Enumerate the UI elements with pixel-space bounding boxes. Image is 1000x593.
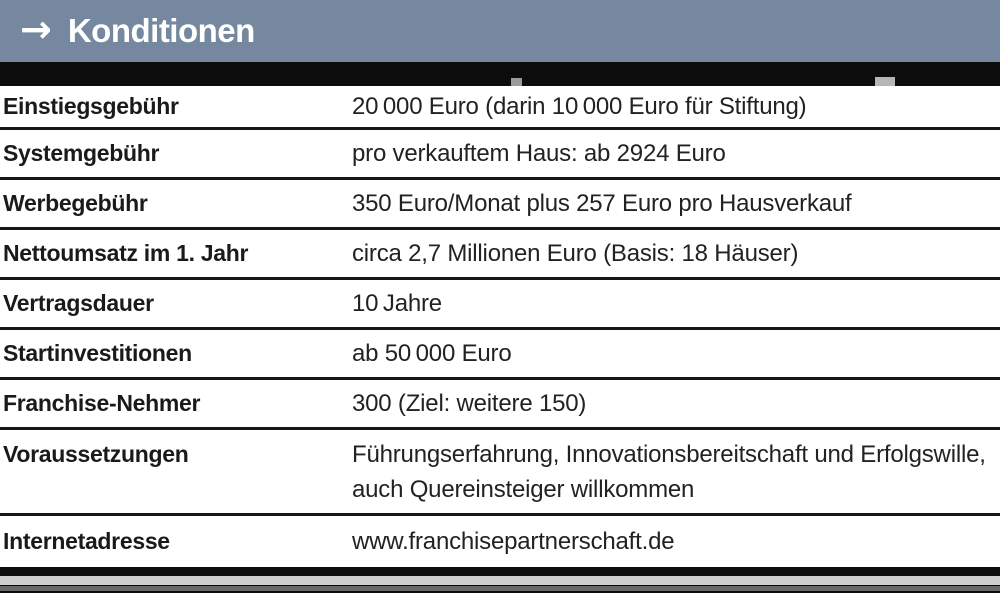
row-label: Vertragsdauer bbox=[3, 290, 154, 316]
row-label: Nettoumsatz im 1. Jahr bbox=[3, 240, 249, 266]
bottom-dark-bar bbox=[0, 585, 1000, 593]
print-artifact-notch bbox=[511, 78, 522, 86]
row-label: Voraussetzungen bbox=[3, 441, 189, 467]
table-row bbox=[0, 380, 1000, 430]
bottom-lightgray-bar bbox=[0, 576, 1000, 585]
conditions-table bbox=[0, 86, 1000, 567]
row-value: ab 50 000 Euro bbox=[352, 340, 512, 367]
table-row bbox=[0, 330, 1000, 380]
table-row bbox=[0, 86, 1000, 130]
row-value: 20 000 Euro (darin 10 000 Euro für Stiftung) bbox=[352, 93, 807, 120]
row-value: circa 2,7 Millionen Euro (Basis: 18 Häuser) bbox=[352, 240, 799, 267]
table-row bbox=[0, 130, 1000, 180]
row-value: 350 Euro/Monat plus 257 Euro pro Hausverkauf bbox=[352, 190, 852, 217]
row-label: Startinvestitionen bbox=[3, 340, 192, 366]
row-label: Internetadresse bbox=[3, 528, 170, 554]
panel-header bbox=[0, 0, 1000, 62]
arrow-right-icon: → bbox=[20, 7, 52, 51]
bottom-black-bar bbox=[0, 567, 1000, 576]
table-row bbox=[0, 230, 1000, 280]
print-artifact-notch bbox=[875, 77, 895, 86]
row-label: Einstiegsgebühr bbox=[3, 93, 179, 119]
page-title: Konditionen bbox=[67, 12, 255, 49]
row-value: www.franchisepartnerschaft.de bbox=[352, 528, 675, 555]
table-row bbox=[0, 516, 1000, 567]
table-row bbox=[0, 280, 1000, 330]
table-row bbox=[0, 430, 1000, 516]
row-label: Systemgebühr bbox=[3, 140, 160, 166]
row-value: Führungserfahrung, Innovationsbereitschaft und Erfolgswille, auch Quereinsteiger willkommen bbox=[352, 441, 986, 503]
row-value: 10 Jahre bbox=[352, 290, 442, 317]
row-label: Franchise-Nehmer bbox=[3, 390, 201, 416]
table-row bbox=[0, 180, 1000, 230]
top-divider-bar bbox=[0, 62, 1000, 86]
row-value: pro verkauftem Haus: ab 2924 Euro bbox=[352, 140, 726, 167]
row-label: Werbegebühr bbox=[3, 190, 148, 216]
row-value: 300 (Ziel: weitere 150) bbox=[352, 390, 587, 417]
